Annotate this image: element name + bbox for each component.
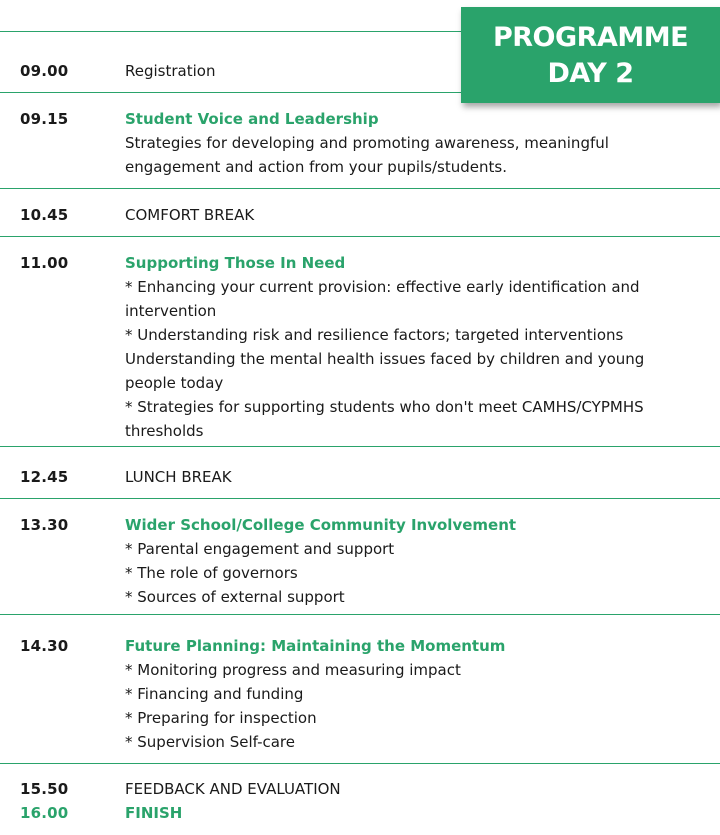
session-description-line: * Financing and funding bbox=[125, 685, 304, 703]
session-description-line: Understanding the mental health issues faced by children and young bbox=[125, 350, 645, 368]
session-description-line: thresholds bbox=[125, 422, 204, 440]
session-description-line: Strategies for developing and promoting awareness, meaningful bbox=[125, 134, 609, 152]
session-time: 14.30 bbox=[20, 637, 69, 655]
session-description-line: * Preparing for inspection bbox=[125, 709, 317, 727]
session-heading: Supporting Those In Need bbox=[125, 254, 346, 272]
session-time: 10.45 bbox=[20, 206, 69, 224]
badge-day: DAY 2 bbox=[547, 58, 634, 89]
session-description-line: engagement and action from your pupils/students. bbox=[125, 158, 507, 176]
session-description-line: intervention bbox=[125, 302, 217, 320]
session-heading: Future Planning: Maintaining the Momentum bbox=[125, 637, 506, 655]
session-description-line: * Enhancing your current provision: effective early identification and bbox=[125, 278, 640, 296]
session-description-line: * The role of governors bbox=[125, 564, 298, 582]
session-heading: Student Voice and Leadership bbox=[125, 110, 379, 128]
session-title: LUNCH BREAK bbox=[125, 468, 232, 486]
session-description-line: * Parental engagement and support bbox=[125, 540, 395, 558]
session-time: 13.30 bbox=[20, 516, 69, 534]
session-time: 16.00 bbox=[20, 804, 69, 822]
session-description-line: * Sources of external support bbox=[125, 588, 345, 606]
programme-day-badge bbox=[461, 7, 720, 103]
session-time: 11.00 bbox=[20, 254, 69, 272]
session-description-line: * Understanding risk and resilience factors; targeted interventions bbox=[125, 326, 624, 344]
session-time: 12.45 bbox=[20, 468, 69, 486]
session-description-line: * Supervision Self-care bbox=[125, 733, 295, 751]
divider bbox=[0, 188, 720, 189]
session-description-line: * Strategies for supporting students who don't meet CAMHS/CYPMHS bbox=[125, 398, 644, 416]
session-title: FEEDBACK AND EVALUATION bbox=[125, 780, 341, 798]
session-heading: Wider School/College Community Involvement bbox=[125, 516, 517, 534]
divider bbox=[0, 446, 720, 447]
session-title: Registration bbox=[125, 62, 216, 80]
divider bbox=[0, 763, 720, 764]
session-title: COMFORT BREAK bbox=[125, 206, 255, 224]
session-time: 09.00 bbox=[20, 62, 69, 80]
divider bbox=[0, 614, 720, 615]
session-time: 09.15 bbox=[20, 110, 69, 128]
session-time: 15.50 bbox=[20, 780, 69, 798]
session-description-line: * Monitoring progress and measuring impact bbox=[125, 661, 461, 679]
session-description-line: people today bbox=[125, 374, 224, 392]
divider bbox=[0, 498, 720, 499]
badge-title: PROGRAMME bbox=[492, 22, 689, 53]
divider bbox=[0, 236, 720, 237]
session-title: FINISH bbox=[125, 804, 183, 822]
